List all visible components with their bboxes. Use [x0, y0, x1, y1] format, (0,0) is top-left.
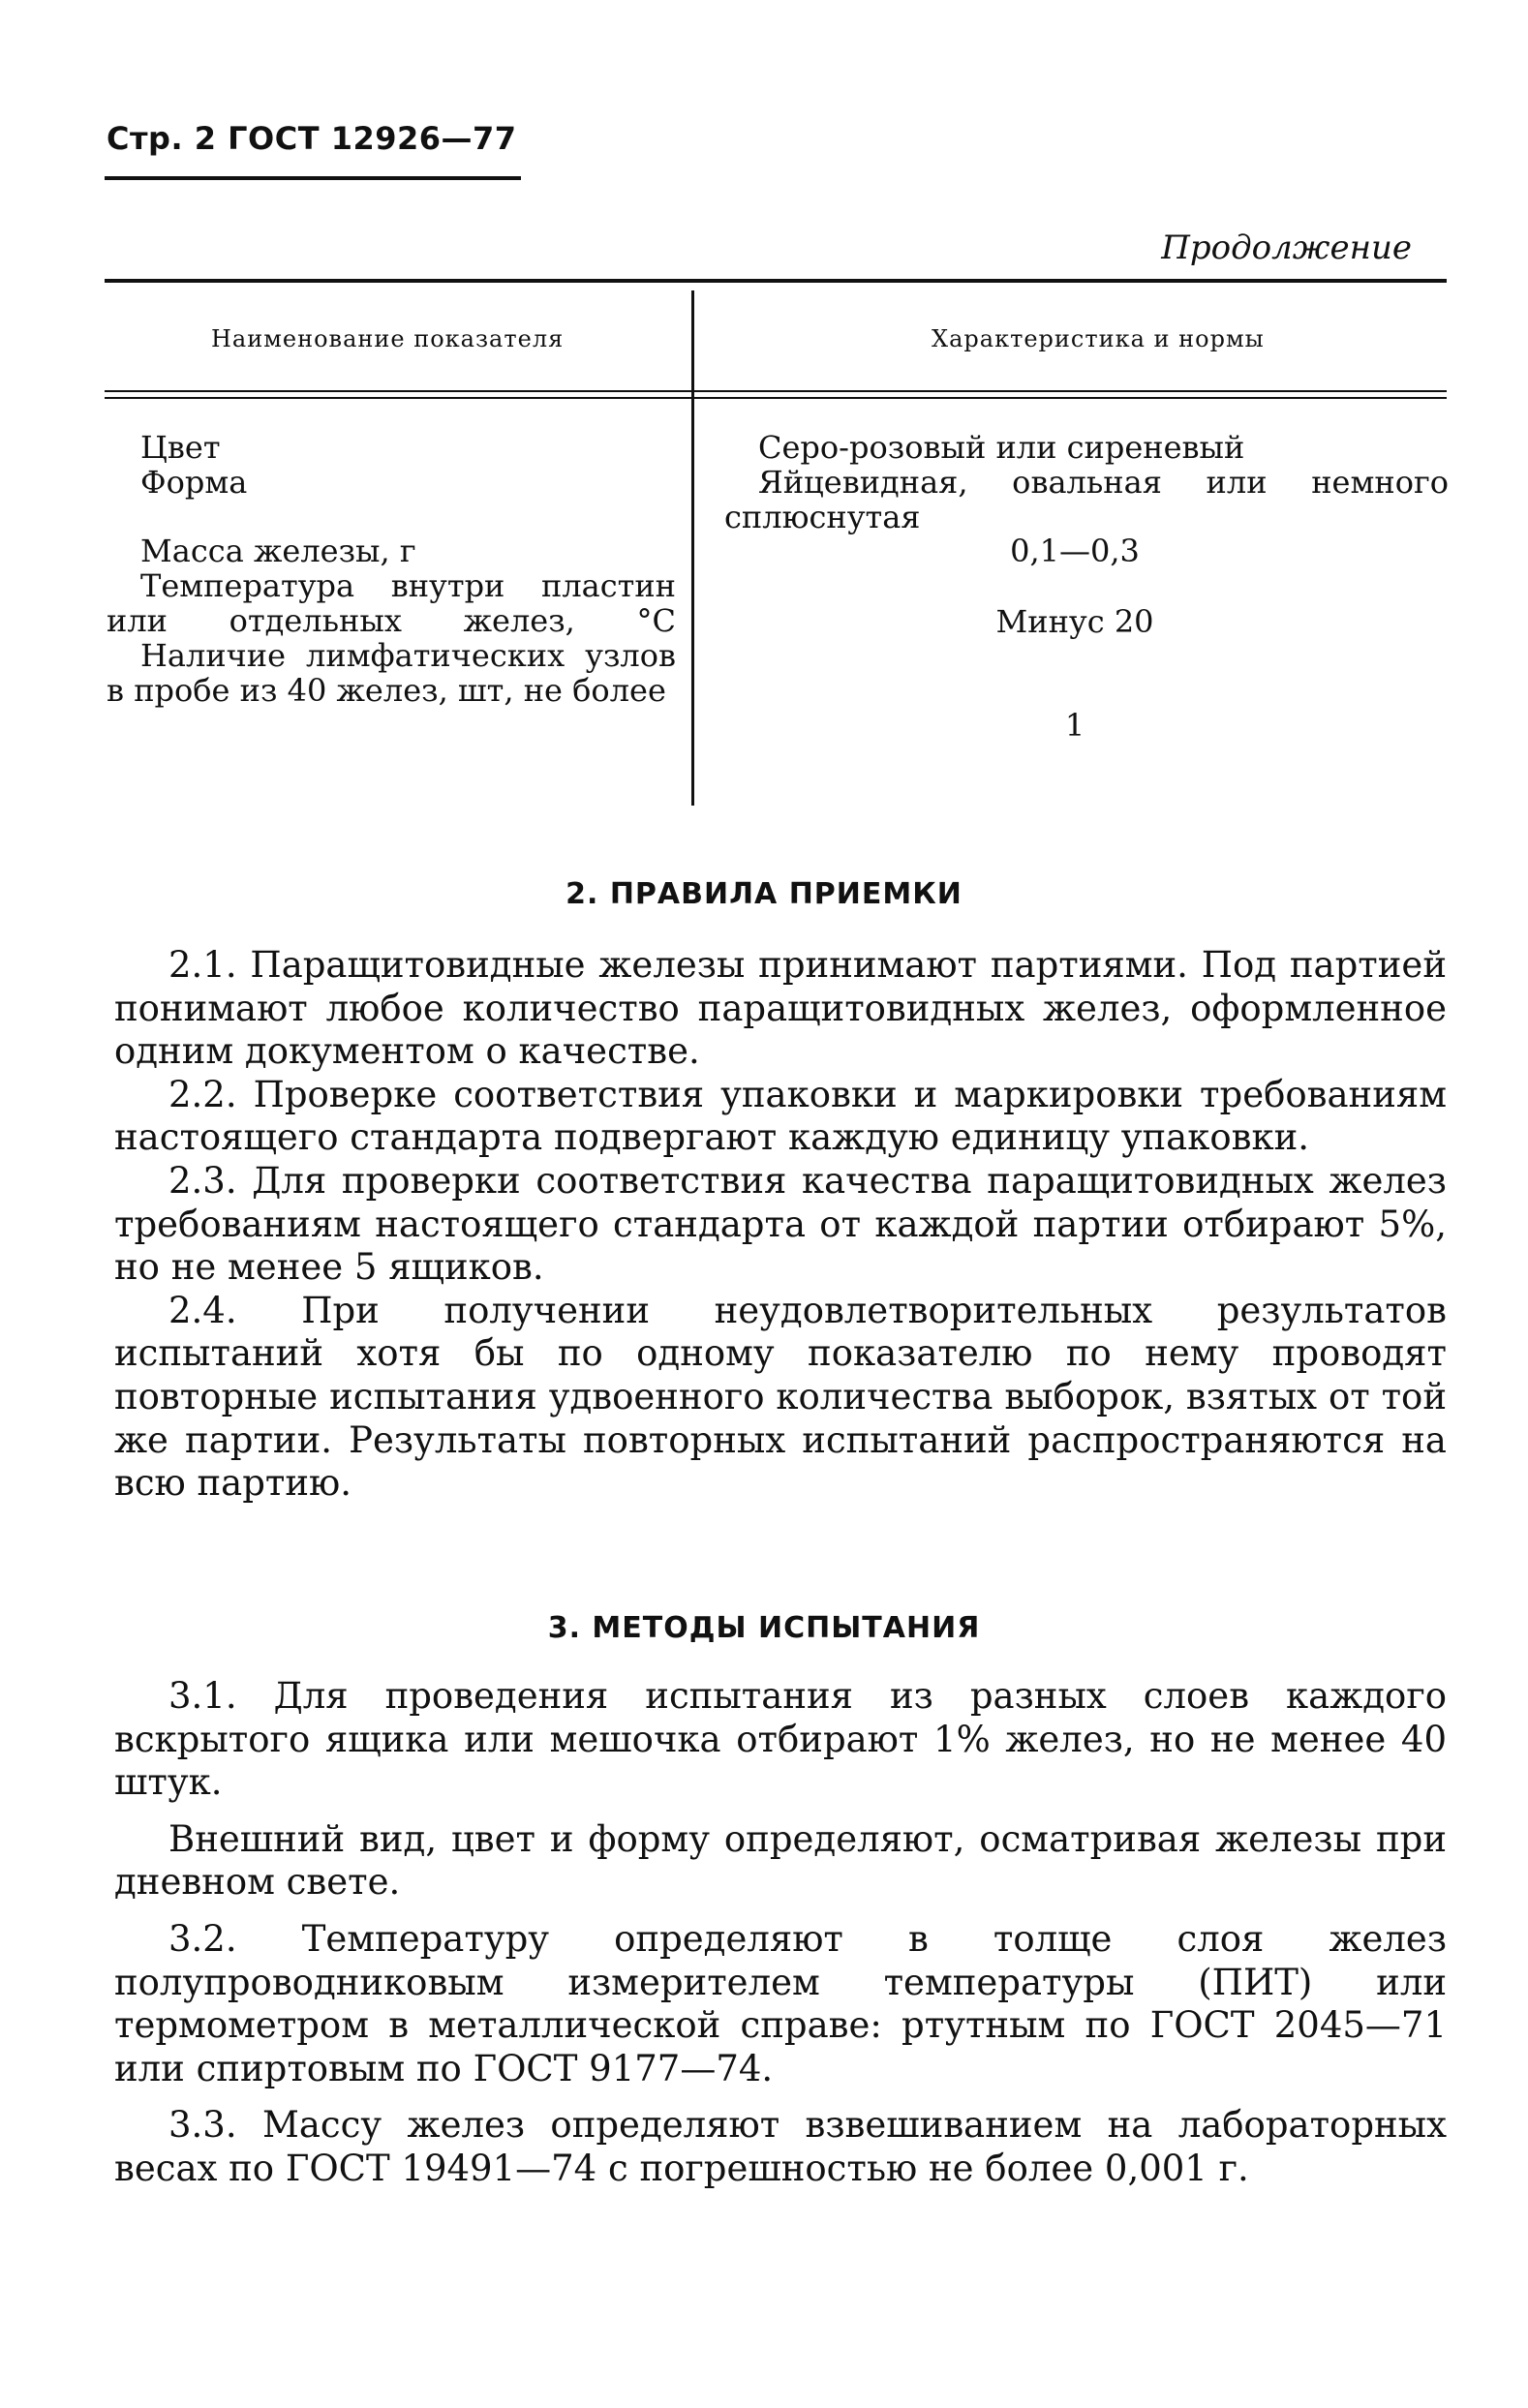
table-row-value: Яйцевидная, овальная или немного сплюснутая: [724, 464, 1449, 535]
table-row-value: Серо-розовый или сиреневый: [758, 429, 1245, 466]
table-row-name: Цвет: [140, 429, 221, 466]
table-row-name: Температура внутри пластин или отдельных желез, °С: [107, 567, 676, 639]
paragraph: 2.3. Для проверки соответствия качества паращитовидных желез требованиям настоящего стандарта от каждой партии отбирают 5%, но не менее 5 ящиков.: [114, 1159, 1447, 1289]
section-body: [114, 944, 1447, 1506]
header-rule: [105, 176, 521, 180]
table-header-rule-1: [105, 390, 1447, 392]
paragraph: Внешний вид, цвет и форму определяют, осматривая железы при дневном свете.: [114, 1817, 1447, 1904]
table-header-rule-2: [105, 397, 1447, 399]
paragraph: 2.2. Проверке соответствия упаковки и маркировки требованиям настоящего стандарта подвергают каждую единицу упаковки.: [114, 1073, 1447, 1159]
table-row-name: Наличие лимфатических узлов в пробе из 40 желез, шт, не более: [107, 637, 676, 709]
table-header-name: Наименование показателя: [211, 325, 565, 352]
table-row-name: Форма: [140, 464, 248, 501]
table-header-norms: Характеристика и нормы: [932, 325, 1265, 352]
continuation-label: Продолжение: [1161, 229, 1412, 267]
table-top-rule: [105, 279, 1447, 283]
table-row-value: 0,1—0,3: [1010, 533, 1140, 569]
paragraph: 2.1. Паращитовидные железы принимают партиями. Под партией понимают любое количество паращитовидных желез, оформленное одним документом о качестве.: [114, 944, 1447, 1073]
paragraph: 3.1. Для проведения испытания из разных слоев каждого вскрытого ящика или мешочка отбирают 1% желез, но не менее 40 штук.: [114, 1675, 1447, 1804]
table-row-name: Масса железы, г: [140, 533, 416, 569]
section-title: 3. МЕТОДЫ ИСПЫТАНИЯ: [547, 1611, 981, 1645]
paragraph: 3.2. Температуру определяют в толще слоя желез полупроводниковым измерителем температуры (ПИТ) или термометром в металлической справе: ртутным по ГОСТ 2045—71 или спиртовым по ГОСТ 9177—74.: [114, 1917, 1447, 2089]
page-header: Стр. 2 ГОСТ 12926—77: [107, 120, 517, 157]
section-title: 2. ПРАВИЛА ПРИЕМКИ: [565, 877, 963, 911]
paragraph: 3.3. Массу желез определяют взвешиванием на лабораторных весах по ГОСТ 19491—74 с погрешностью не более 0,001 г.: [114, 2104, 1447, 2189]
table-row-value: 1: [1064, 707, 1085, 744]
table-row-value: Минус 20: [995, 603, 1154, 640]
table-column-divider: [691, 290, 694, 806]
paragraph: 2.4. При получении неудовлетворительных результатов испытаний хотя бы по одному показателю по нему проводят повторные испытания удвоенного количества выборок, взятых от той же партии. Результаты повторных испытаний распространяются на всю партию.: [114, 1289, 1447, 1505]
section-body: [114, 1675, 1447, 2191]
